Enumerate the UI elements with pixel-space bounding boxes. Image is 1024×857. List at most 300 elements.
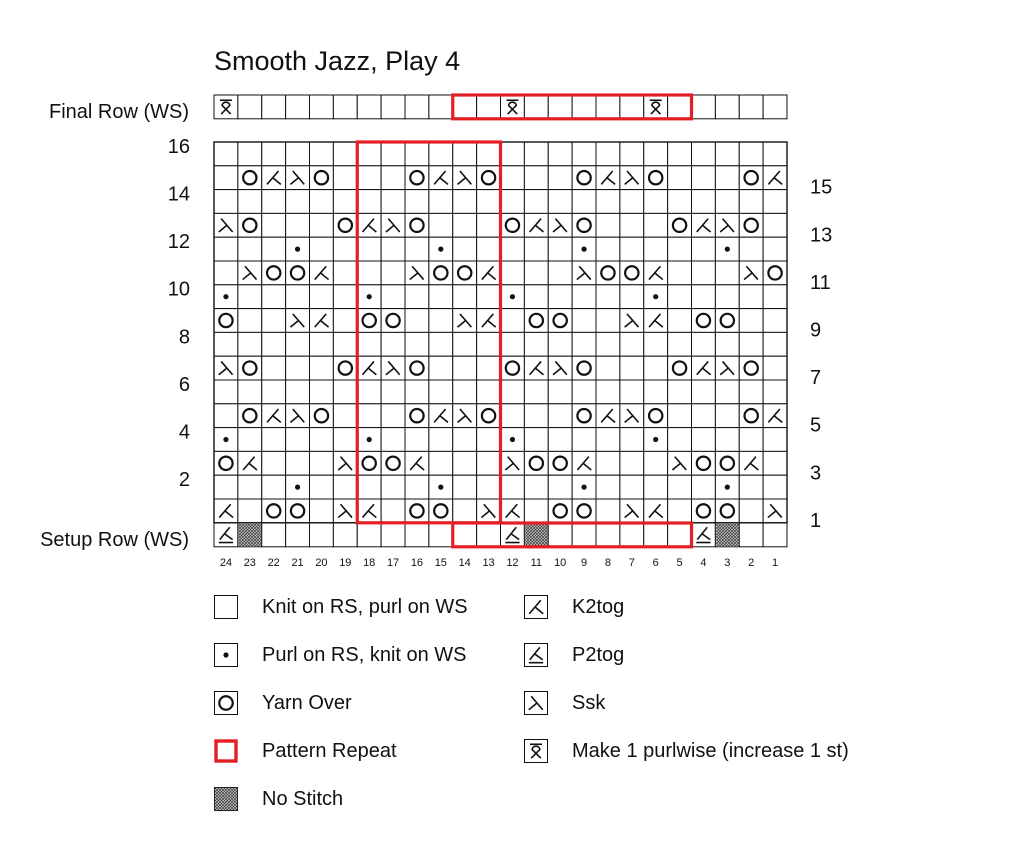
chart-cell (405, 309, 429, 333)
ssk-icon (524, 691, 548, 715)
chart-cell (501, 475, 525, 499)
chart-cell (357, 332, 381, 356)
chart-cell (214, 332, 238, 356)
chart-cell (644, 356, 668, 380)
chart-cell (310, 166, 334, 190)
chart-cell (501, 213, 525, 237)
chart-cell (381, 190, 405, 214)
chart-cell (477, 380, 501, 404)
chart-cell (715, 332, 739, 356)
chart-cell (453, 523, 477, 547)
chart-cell (310, 332, 334, 356)
chart-cell (429, 451, 453, 475)
chart-cell (333, 404, 357, 428)
chart-cell (501, 142, 525, 166)
chart-cell (238, 190, 262, 214)
chart-cell (429, 213, 453, 237)
purl-dot-icon (510, 437, 515, 442)
chart-cell (286, 380, 310, 404)
legend-swatch-svg (214, 691, 238, 715)
chart-cell (763, 356, 787, 380)
chart-cell (333, 428, 357, 452)
chart-cell (333, 523, 357, 547)
chart-cell (739, 380, 763, 404)
final-row-label: Final Row (WS) (48, 101, 189, 123)
chart-cell (596, 332, 620, 356)
row-number-right: 13 (810, 224, 833, 247)
chart-cell (739, 332, 763, 356)
chart-cell (286, 356, 310, 380)
column-number: 3 (724, 557, 731, 569)
chart-cell (692, 237, 716, 261)
column-number: 19 (339, 557, 352, 569)
chart-cell (357, 95, 381, 119)
legend-item-p2tog (524, 642, 624, 668)
chart-cell (572, 332, 596, 356)
legend-item-pattern-repeat (214, 738, 397, 764)
chart-cell (620, 261, 644, 285)
chart-cell (620, 523, 644, 547)
chart-cell (644, 523, 668, 547)
chart-cell (357, 309, 381, 333)
chart-cell (668, 285, 692, 309)
chart-cell (668, 261, 692, 285)
chart-cell (644, 142, 668, 166)
chart-cell (620, 332, 644, 356)
chart-cell (286, 285, 310, 309)
chart-cell (262, 475, 286, 499)
chart-cell (381, 237, 405, 261)
chart-cell (763, 380, 787, 404)
chart-cell (477, 142, 501, 166)
chart-cell (286, 523, 310, 547)
chart-cell (572, 309, 596, 333)
chart-cell (333, 213, 357, 237)
chart-cell (668, 309, 692, 333)
column-number: 20 (315, 557, 328, 569)
chart-cell (310, 95, 334, 119)
chart-cell (668, 404, 692, 428)
chart-cell (333, 380, 357, 404)
chart-cell (381, 475, 405, 499)
chart-cell (310, 380, 334, 404)
chart-cell (596, 523, 620, 547)
chart-cell (286, 499, 310, 523)
chart-cell (692, 380, 716, 404)
chart-cell (501, 309, 525, 333)
chart-cell (477, 213, 501, 237)
chart-cell (620, 190, 644, 214)
chart-cell (548, 451, 572, 475)
chart-cell (333, 142, 357, 166)
chart-cell (381, 261, 405, 285)
chart-cell (572, 213, 596, 237)
chart-cell (310, 475, 334, 499)
chart-cell (238, 356, 262, 380)
chart-cell (501, 166, 525, 190)
chart-cell (548, 237, 572, 261)
chart-cell (333, 475, 357, 499)
chart-cell (214, 95, 238, 119)
chart-cell (668, 190, 692, 214)
chart-cell (644, 166, 668, 190)
make-one-purlwise-icon (524, 739, 548, 763)
chart-cell (333, 285, 357, 309)
legend-label: K2tog (572, 595, 625, 618)
purl-dot-icon (295, 485, 300, 490)
chart-cell (572, 499, 596, 523)
column-number: 9 (581, 557, 588, 569)
chart-cell (381, 95, 405, 119)
chart-cell (715, 309, 739, 333)
legend-swatch-svg (214, 739, 238, 763)
legend-label: Make 1 purlwise (increase 1 st) (572, 739, 849, 762)
chart-cell (501, 356, 525, 380)
purl-dot-icon (725, 485, 730, 490)
chart-cell (596, 475, 620, 499)
chart-cell (286, 332, 310, 356)
chart-cell (405, 523, 429, 547)
chart-cell (262, 95, 286, 119)
chart-cell (739, 404, 763, 428)
chart-cell (524, 309, 548, 333)
chart-cell (715, 166, 739, 190)
chart-cell (692, 451, 716, 475)
chart-cell (524, 499, 548, 523)
chart-cell (620, 451, 644, 475)
no-stitch-icon (215, 788, 237, 810)
chart-cell (453, 213, 477, 237)
chart-cell (357, 523, 381, 547)
chart-cell (739, 95, 763, 119)
chart-cell (405, 499, 429, 523)
chart-cell (501, 190, 525, 214)
chart-cell (715, 380, 739, 404)
chart-cell (524, 261, 548, 285)
chart-cell (692, 309, 716, 333)
chart-cell (477, 190, 501, 214)
row-number-right: 5 (810, 414, 822, 437)
chart-cell (286, 428, 310, 452)
purl-dot-icon (653, 294, 658, 299)
chart-cell (644, 237, 668, 261)
chart-cell (596, 309, 620, 333)
chart-cell (453, 190, 477, 214)
chart-cell (763, 285, 787, 309)
chart-cell (763, 523, 787, 547)
chart-cell (548, 332, 572, 356)
chart-cell (548, 285, 572, 309)
chart-cell (477, 404, 501, 428)
chart-cell (763, 332, 787, 356)
chart-cell (548, 309, 572, 333)
chart-cell (524, 404, 548, 428)
chart-cell (262, 142, 286, 166)
chart-cell (310, 499, 334, 523)
purl-dot-icon (581, 485, 586, 490)
chart-cell (286, 190, 310, 214)
no-stitch-icon (716, 524, 738, 546)
purl-dot-icon (510, 294, 515, 299)
legend-item-knit-purl (214, 594, 468, 620)
chart-cell (238, 475, 262, 499)
chart-cell (262, 190, 286, 214)
no-stitch-icon (239, 524, 261, 546)
chart-cell (310, 451, 334, 475)
chart-cell (596, 356, 620, 380)
chart-cell (596, 499, 620, 523)
legend-cell (525, 740, 548, 763)
chart-cell (620, 475, 644, 499)
chart-cell (453, 261, 477, 285)
chart-cell (620, 285, 644, 309)
chart-cell (596, 95, 620, 119)
final-row (214, 95, 787, 119)
chart-cell (381, 285, 405, 309)
chart-cell (238, 285, 262, 309)
column-number: 14 (458, 557, 471, 569)
legend-item-ssk (524, 690, 605, 716)
chart-cell (692, 428, 716, 452)
chart-cell (739, 428, 763, 452)
chart-cell (596, 142, 620, 166)
chart-cell (668, 475, 692, 499)
chart-cell (715, 190, 739, 214)
chart-cell (668, 95, 692, 119)
row-number-left: 14 (167, 183, 190, 206)
chart-cell (739, 166, 763, 190)
chart-cell (333, 261, 357, 285)
chart-cell (596, 285, 620, 309)
chart-cell (429, 309, 453, 333)
pattern-repeat-swatch (216, 741, 236, 761)
chart-cell (238, 380, 262, 404)
chart-cell (477, 332, 501, 356)
column-number: 6 (652, 557, 659, 569)
chart-cell (644, 404, 668, 428)
chart-cell (715, 261, 739, 285)
purl-dot-icon (295, 247, 300, 252)
chart-cell (357, 475, 381, 499)
chart-cell (548, 380, 572, 404)
chart-cell (429, 523, 453, 547)
chart-cell (501, 95, 525, 119)
chart-cell (477, 523, 501, 547)
chart-cell (596, 213, 620, 237)
column-number: 11 (530, 557, 543, 569)
chart-cell (357, 190, 381, 214)
chart-cell (548, 475, 572, 499)
chart-cell (453, 95, 477, 119)
chart-cell (548, 261, 572, 285)
column-number: 12 (506, 557, 519, 569)
chart-cell (644, 332, 668, 356)
chart-cell (668, 213, 692, 237)
chart-cell (644, 475, 668, 499)
chart-cell (286, 213, 310, 237)
chart-cell (238, 404, 262, 428)
chart-cell (501, 237, 525, 261)
chart-cell (405, 356, 429, 380)
chart-cell (357, 142, 381, 166)
chart-cell (572, 95, 596, 119)
chart-cell (262, 499, 286, 523)
chart-cell (524, 380, 548, 404)
legend-label: Knit on RS, purl on WS (262, 595, 468, 618)
chart-cell (596, 428, 620, 452)
chart-cell (381, 309, 405, 333)
chart-cell (286, 95, 310, 119)
legend-swatch-svg (524, 595, 548, 619)
legend-cell (215, 692, 238, 715)
purl-dot-icon (223, 294, 228, 299)
chart-cell (668, 142, 692, 166)
chart-cell (501, 332, 525, 356)
pattern-repeat-icon (214, 739, 238, 763)
chart-cell (405, 213, 429, 237)
chart-cell (763, 190, 787, 214)
row-number-right: 9 (810, 319, 822, 342)
row-number-left: 6 (178, 373, 190, 396)
chart-cell (262, 332, 286, 356)
chart-cell (668, 237, 692, 261)
chart-cell (262, 261, 286, 285)
column-number: 23 (243, 557, 256, 569)
purl-dot-icon (438, 247, 443, 252)
chart-cell (429, 285, 453, 309)
chart-cell (524, 166, 548, 190)
chart-cell (429, 332, 453, 356)
column-number: 21 (291, 557, 304, 569)
chart-cell (524, 451, 548, 475)
chart-cell (310, 404, 334, 428)
column-number: 7 (628, 557, 635, 569)
chart-cell (453, 356, 477, 380)
chart-cell (548, 428, 572, 452)
chart-cell (548, 166, 572, 190)
legend-swatch-svg (214, 643, 238, 667)
chart-cell (668, 332, 692, 356)
chart-cell (763, 309, 787, 333)
chart-cell (572, 523, 596, 547)
chart-cell (596, 380, 620, 404)
column-number: 18 (363, 557, 376, 569)
chart-cell (453, 475, 477, 499)
legend-label: Yarn Over (262, 691, 352, 714)
chart-cell (333, 95, 357, 119)
chart-cell (238, 499, 262, 523)
chart-cell (262, 356, 286, 380)
chart-cell (548, 523, 572, 547)
chart-cell (501, 380, 525, 404)
chart-cell (524, 285, 548, 309)
chart-cell (692, 142, 716, 166)
chart-cell (477, 451, 501, 475)
chart-cell (286, 261, 310, 285)
purl-dot-icon (653, 437, 658, 442)
chart-cell (572, 428, 596, 452)
chart-cell (238, 237, 262, 261)
chart-cell (739, 356, 763, 380)
chart-cell (429, 190, 453, 214)
chart-cell (596, 190, 620, 214)
chart-cell (620, 380, 644, 404)
row-number-left: 4 (178, 421, 190, 444)
chart-cell (381, 499, 405, 523)
chart-cell (548, 404, 572, 428)
chart-cell (310, 213, 334, 237)
chart-cell (333, 309, 357, 333)
column-number: 22 (267, 557, 280, 569)
chart-cell (739, 190, 763, 214)
chart-cell (739, 285, 763, 309)
no-stitch-icon (525, 524, 547, 546)
column-number: 24 (219, 557, 233, 569)
chart-cell (644, 451, 668, 475)
column-number: 1 (772, 557, 779, 569)
chart-cell (238, 142, 262, 166)
chart-cell (668, 356, 692, 380)
chart-cell (214, 190, 238, 214)
k2tog-icon (524, 595, 548, 619)
chart-cell (477, 237, 501, 261)
column-number: 17 (386, 557, 400, 569)
legend-item-purl-knit (214, 642, 467, 668)
column-number: 16 (410, 557, 424, 569)
purl-dot-icon (214, 643, 238, 667)
chart-cell (548, 190, 572, 214)
row-number-left: 8 (178, 326, 190, 349)
purl-dot-icon (223, 652, 228, 657)
column-number: 13 (482, 557, 495, 569)
chart-cell (692, 475, 716, 499)
p2tog-icon (524, 643, 548, 667)
chart-cell (620, 213, 644, 237)
chart-cell (214, 261, 238, 285)
chart-cell (429, 499, 453, 523)
legend-label: Ssk (572, 691, 606, 714)
column-number: 10 (554, 557, 567, 569)
purl-dot-icon (367, 437, 372, 442)
chart-cell (524, 332, 548, 356)
legend-label: Pattern Repeat (262, 739, 397, 762)
chart-cell (429, 428, 453, 452)
purl-dot-icon (725, 247, 730, 252)
chart-cell (238, 95, 262, 119)
chart-cell (357, 451, 381, 475)
chart-cell (429, 261, 453, 285)
chart-cell (453, 380, 477, 404)
chart-cell (668, 380, 692, 404)
chart-cell (262, 380, 286, 404)
chart-cell (333, 237, 357, 261)
chart-cell (453, 451, 477, 475)
chart-cell (238, 166, 262, 190)
row-number-left: 16 (167, 135, 190, 158)
row-number-right: 1 (810, 509, 822, 532)
chart-cell (620, 428, 644, 452)
chart-cell (262, 285, 286, 309)
chart-cell (453, 142, 477, 166)
chart-cell (644, 95, 668, 119)
row-number-right: 7 (810, 367, 822, 390)
chart-cell (262, 451, 286, 475)
chart-cell (715, 404, 739, 428)
chart-cell (692, 285, 716, 309)
chart-cell (405, 166, 429, 190)
chart-cell (715, 428, 739, 452)
chart-cell (214, 451, 238, 475)
